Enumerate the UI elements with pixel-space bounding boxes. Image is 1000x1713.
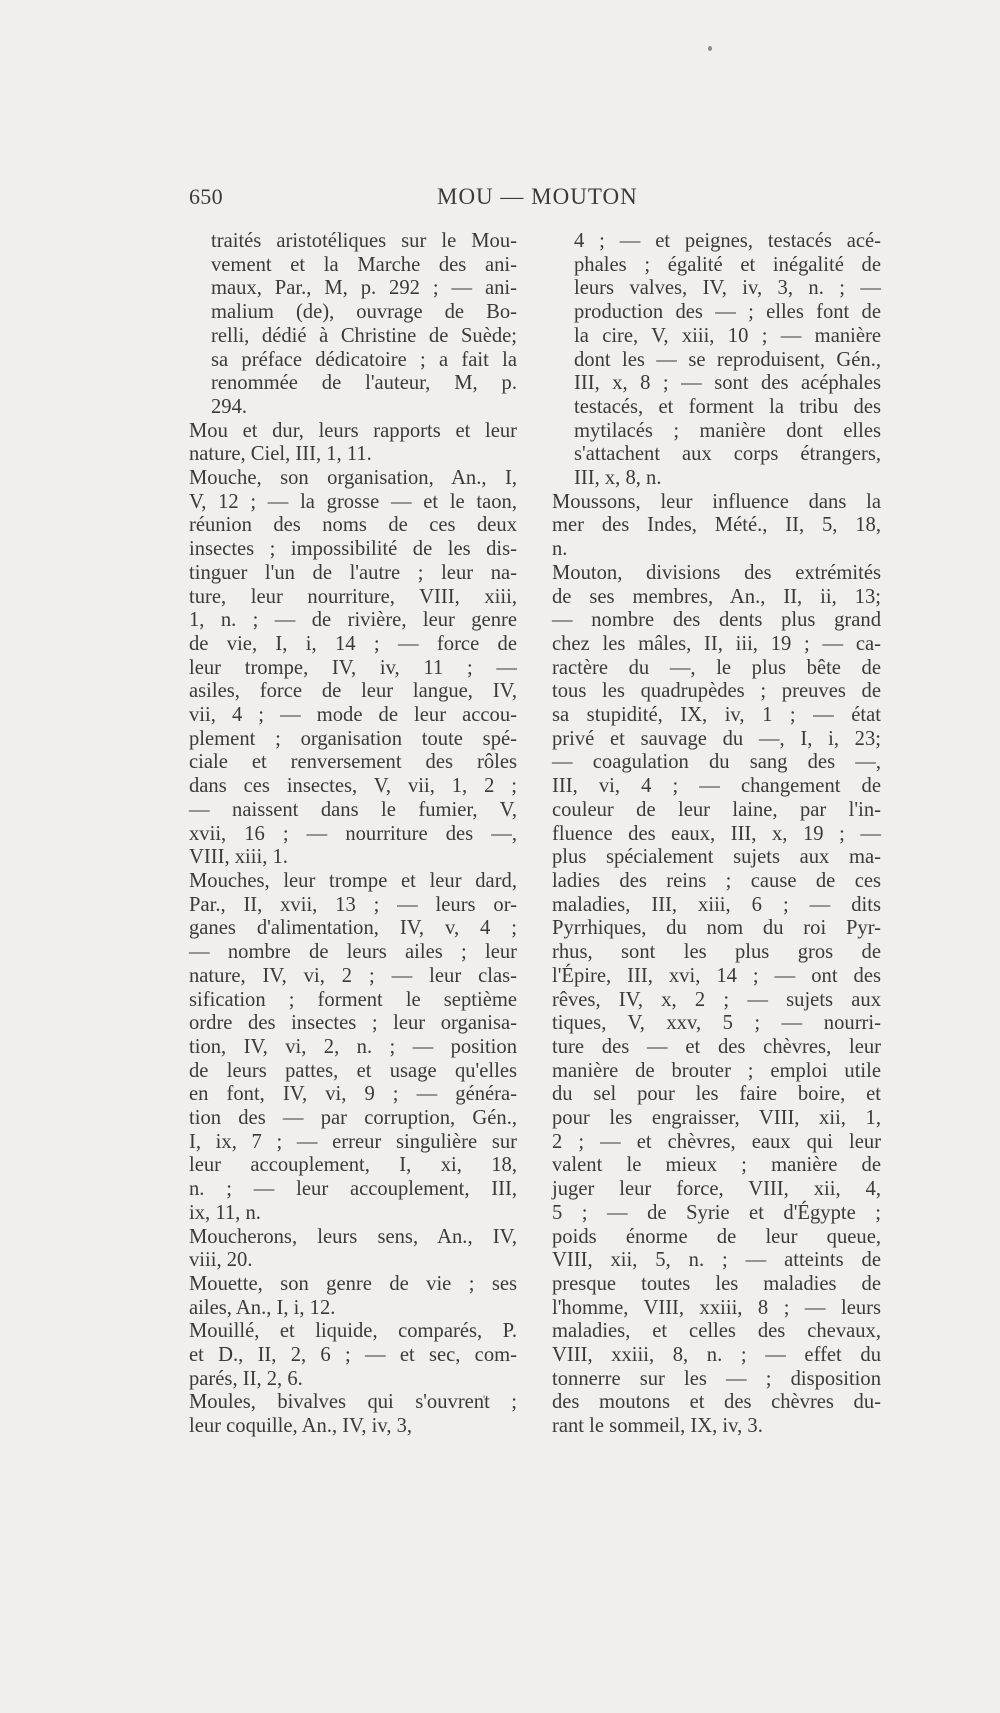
text-line: mer des Indes, Mété., II, 5, 18, (552, 514, 881, 537)
text-line: leur accouplement, I, xi, 18, (189, 1154, 517, 1177)
text-line: de ses membres, An., II, ii, 13; (552, 585, 881, 608)
index-entry (189, 1226, 517, 1273)
text-line: Mouches, leur trompe et leur dard, (189, 869, 517, 892)
text-line: vement et la Marche des ani- (211, 253, 517, 276)
text-line: production des — ; elles font de (574, 301, 881, 324)
index-entry (189, 467, 517, 870)
text-line: poids énorme de leur queue, (552, 1225, 881, 1248)
text-line: tinguer l'un de l'autre ; leur na- (189, 561, 517, 584)
text-line: sa stupidité, IX, iv, 1 ; — état (552, 704, 881, 727)
text-line: l'Épire, III, xvi, 14 ; — ont des (552, 964, 881, 987)
index-entry (189, 1391, 517, 1438)
text-line: chez les mâles, II, iii, 19 ; — ca- (552, 632, 881, 655)
text-line: ailes, An., I, i, 12. (189, 1296, 336, 1319)
text-line: juger leur force, VIII, xii, 4, (552, 1178, 881, 1201)
text-line: en font, IV, vi, 9 ; — généra- (189, 1083, 517, 1106)
index-entry (552, 230, 881, 491)
text-line: ladies des reins ; cause de ces (552, 869, 881, 892)
text-line: V, 12 ; — la grosse — et le taon, (189, 490, 517, 513)
text-line: III, x, 8, n. (574, 467, 662, 490)
text-line: VIII, xxiii, 8, n. ; — effet du (552, 1344, 881, 1367)
text-line: 2 ; — et chèvres, eaux qui leur (552, 1130, 881, 1153)
page-header (0, 184, 1000, 214)
text-line: ix, 11, n. (189, 1201, 261, 1224)
text-line: vii, 4 ; — mode de leur accou- (189, 704, 517, 727)
index-entry (552, 491, 881, 562)
text-line: mytilacés ; manière dont elles (574, 419, 881, 442)
index-entry (189, 1273, 517, 1320)
text-line: phales ; égalité et inégalité de (574, 253, 881, 276)
text-line: Moussons, leur influence dans la (552, 490, 881, 513)
index-entry (552, 562, 881, 1439)
text-line: — nombre des dents plus grand (552, 609, 881, 632)
text-line: — naissent dans le fumier, V, (189, 798, 517, 821)
text-line: fluence des eaux, III, x, 19 ; — (552, 822, 881, 845)
text-line: sification ; forment le septième (189, 988, 517, 1011)
text-line: tion des — par corruption, Gén., (189, 1107, 517, 1130)
text-line: Par., II, xvii, 13 ; — leurs or- (189, 893, 517, 916)
text-line: ture des — et des chèvres, leur (552, 1035, 881, 1058)
text-line: ciale et renversement des rôles (189, 751, 517, 774)
index-entry (189, 420, 517, 467)
text-line: leur trompe, IV, iv, 11 ; — (189, 656, 517, 679)
text-line: de leurs pattes, et usage qu'elles (189, 1059, 517, 1082)
left-column (189, 230, 517, 1439)
right-column (552, 230, 881, 1439)
text-line: manière de brouter ; emploi utile (552, 1059, 881, 1082)
index-entry (189, 870, 517, 1226)
text-line: 1, n. ; — de rivière, leur genre (189, 609, 517, 632)
text-line: I, ix, 7 ; — erreur singulière sur (189, 1130, 517, 1153)
text-line: xvii, 16 ; — nourriture des —, (189, 822, 517, 845)
text-line: tonnerre sur les — ; disposition (552, 1367, 881, 1390)
text-line: rêves, IV, x, 2 ; — sujets aux (552, 988, 881, 1011)
text-line: Mouette, son genre de vie ; ses (189, 1272, 517, 1295)
text-line: dans ces insectes, V, vii, 1, 2 ; (189, 775, 517, 798)
text-line: ractère du —, le plus bête de (552, 656, 881, 679)
text-line: dont les — se reproduisent, Gén., (574, 348, 881, 371)
text-line: — nombre de leurs ailes ; leur (189, 941, 517, 964)
text-line: tion, IV, vi, 2, n. ; — position (189, 1035, 517, 1058)
text-line: rhus, sont les plus gros de (552, 941, 881, 964)
index-entry (189, 230, 517, 420)
text-line: de vie, I, i, 14 ; — force de (189, 632, 517, 655)
text-line: asiles, force de leur langue, IV, (189, 680, 517, 703)
text-line: nature, IV, vi, 2 ; — leur clas- (189, 964, 517, 987)
text-line: 5 ; — de Syrie et d'Égypte ; (552, 1201, 881, 1224)
text-line: Moules, bivalves qui s'ouvrent ; (189, 1391, 517, 1414)
text-line: et D., II, 2, 6 ; — et sec, com- (189, 1344, 517, 1367)
text-line: insectes ; impossibilité de les dis- (189, 538, 517, 561)
text-line: testacés, et forment la tribu des (574, 395, 881, 418)
text-line: Mou et dur, leurs rapports et leur (189, 419, 517, 442)
text-line: du sel pour les faire boire, et (552, 1083, 881, 1106)
text-line: III, vi, 4 ; — changement de (552, 775, 881, 798)
text-line: presque toutes les maladies de (552, 1272, 881, 1295)
text-line: leur coquille, An., IV, iv, 3, (189, 1415, 413, 1438)
text-line: maladies, et celles des chevaux, (552, 1320, 881, 1343)
text-line: rant le sommeil, IX, iv, 3. (552, 1415, 763, 1438)
text-line: des moutons et des chèvres du- (552, 1391, 881, 1414)
text-line: 294. (211, 395, 248, 418)
text-line: 4 ; — et peignes, testacés acé- (574, 230, 881, 252)
text-line: — coagulation du sang des —, (552, 751, 881, 774)
text-line: plus spécialement sujets aux ma- (552, 846, 881, 869)
text-line: sa préface dédicatoire ; a fait la (211, 348, 517, 371)
text-line: viii, 20. (189, 1249, 253, 1272)
text-line: VIII, xii, 5, n. ; — atteints de (552, 1249, 881, 1272)
text-line: ture, leur nourriture, VIII, xiii, (189, 585, 517, 608)
text-line: traités aristotéliques sur le Mou- (211, 230, 517, 252)
text-line: n. (552, 538, 568, 561)
text-line: malium (de), ouvrage de Bo- (211, 301, 517, 324)
text-line: pour les engraisser, VIII, xii, 1, (552, 1107, 881, 1130)
text-line: nature, Ciel, III, 1, 11. (189, 443, 372, 466)
text-line: relli, dédié à Christine de Suède; (211, 324, 517, 347)
text-line: Moucherons, leurs sens, An., IV, (189, 1225, 517, 1248)
text-line: Mouche, son organisation, An., I, (189, 467, 517, 490)
text-line: renommée de l'auteur, M, p. (211, 372, 517, 395)
running-head: MOU — MOUTON (437, 184, 638, 209)
text-line: tous les quadrupèdes ; preuves de (552, 680, 881, 703)
text-line: parés, II, 2, 6. (189, 1367, 303, 1390)
text-line: Mouton, divisions des extrémités (552, 561, 881, 584)
text-line: n. ; — leur accouplement, III, (189, 1178, 517, 1201)
index-entry (189, 1320, 517, 1391)
text-line: privé et sauvage du —, I, i, 23; (552, 727, 881, 750)
text-line: Mouillé, et liquide, comparés, P. (189, 1320, 517, 1343)
text-line: maladies, III, xiii, 6 ; — dits (552, 893, 881, 916)
text-line: plement ; organisation toute spé- (189, 727, 517, 750)
ink-speck (708, 46, 712, 51)
text-line: ordre des insectes ; leur organisa- (189, 1012, 517, 1035)
text-line: l'homme, VIII, xxiii, 8 ; — leurs (552, 1296, 881, 1319)
text-line: maux, Par., M, p. 292 ; — ani- (211, 277, 517, 300)
text-line: valent le mieux ; manière de (552, 1154, 881, 1177)
text-line: Pyrrhiques, du nom du roi Pyr- (552, 917, 881, 940)
text-line: ganes d'alimentation, IV, v, 4 ; (189, 917, 517, 940)
text-line: VIII, xiii, 1. (189, 846, 288, 869)
text-line: tiques, V, xxv, 5 ; — nourri- (552, 1012, 881, 1035)
text-line: couleur de leur laine, par l'in- (552, 798, 881, 821)
text-line: s'attachent aux corps étrangers, (574, 443, 881, 466)
text-line: III, x, 8 ; — sont des acéphales (574, 372, 881, 395)
text-line: leurs valves, IV, iv, 3, n. ; — (574, 277, 881, 300)
text-line: la cire, V, xiii, 10 ; — manière (574, 324, 881, 347)
text-line: réunion des noms de ces deux (189, 514, 517, 537)
page-number: 650 (189, 184, 223, 209)
